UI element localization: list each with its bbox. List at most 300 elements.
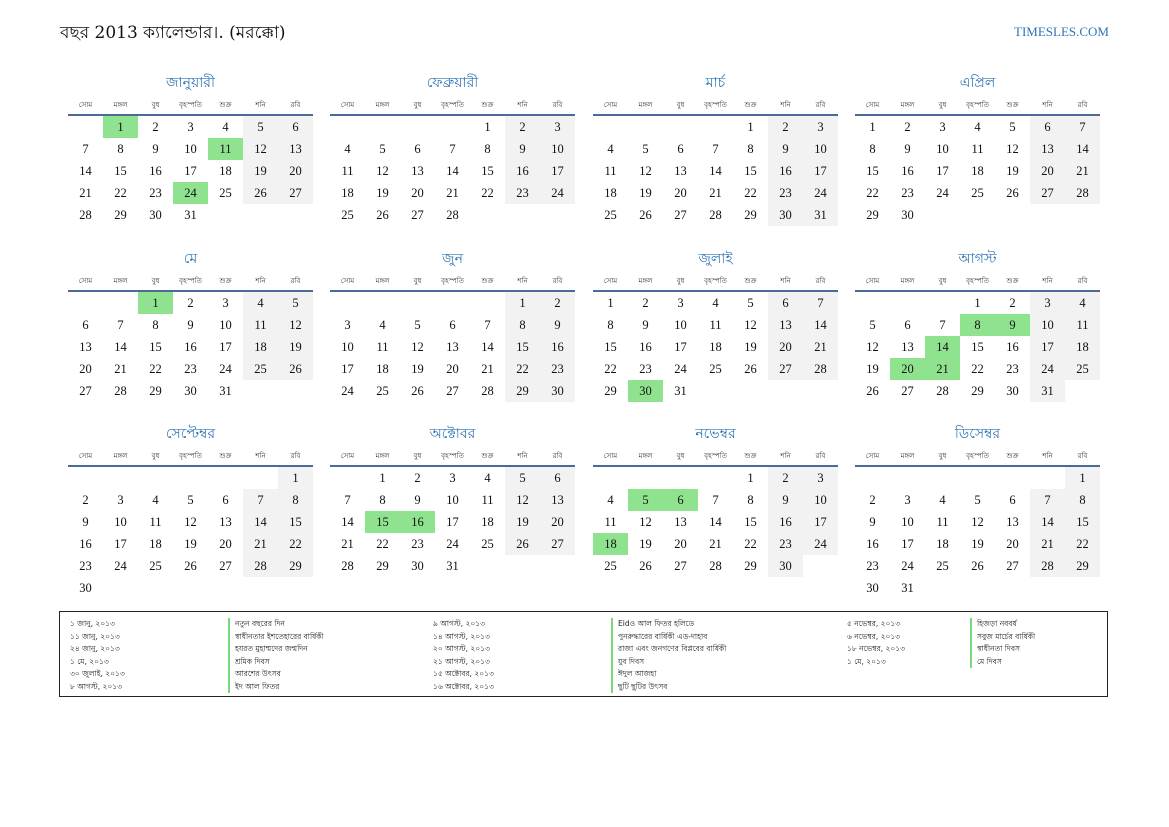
day-cell[interactable]: 3 xyxy=(803,116,838,138)
day-cell[interactable]: 8 xyxy=(505,314,540,336)
day-cell[interactable]: 21 xyxy=(114,362,127,376)
day-cell[interactable]: 17 xyxy=(446,515,459,529)
day-cell[interactable]: 18 xyxy=(936,537,949,551)
day-cell[interactable]: 5 xyxy=(187,493,194,507)
day-cell[interactable]: 7 xyxy=(243,489,278,511)
day-cell[interactable]: 15 xyxy=(744,164,757,178)
day-cell[interactable]: 6 xyxy=(278,116,313,138)
day-cell[interactable]: 28 xyxy=(803,358,838,380)
day-cell[interactable]: 10 xyxy=(936,142,949,156)
day-cell[interactable]: 9 xyxy=(414,493,421,507)
day-cell[interactable]: 16 xyxy=(901,164,914,178)
day-cell[interactable]: 4 xyxy=(484,471,491,485)
day-cell[interactable]: 19 xyxy=(505,511,540,533)
day-cell[interactable]: 29 xyxy=(866,208,879,222)
day-cell[interactable]: 14 xyxy=(1065,138,1100,160)
day-cell[interactable]: 10 xyxy=(446,493,459,507)
day-cell[interactable]: 13 xyxy=(79,340,92,354)
day-cell[interactable]: 24 xyxy=(674,362,687,376)
day-cell[interactable]: 13 xyxy=(1006,515,1019,529)
day-cell[interactable]: 30 xyxy=(184,384,197,398)
day-cell[interactable]: 19 xyxy=(1006,164,1019,178)
day-cell[interactable]: 5 xyxy=(642,142,649,156)
day-cell[interactable]: 11 xyxy=(149,515,162,529)
day-cell[interactable]: 19 xyxy=(639,537,652,551)
day-cell[interactable]: 7 xyxy=(449,142,456,156)
day-cell[interactable]: 14 xyxy=(481,340,494,354)
day-cell[interactable]: 21 xyxy=(79,186,92,200)
day-cell[interactable]: 29 xyxy=(149,384,162,398)
day-cell[interactable]: 18 xyxy=(481,515,494,529)
day-cell[interactable]: 5 xyxy=(869,318,876,332)
day-cell[interactable]: 25 xyxy=(971,186,984,200)
day-cell[interactable]: 31 xyxy=(446,559,459,573)
day-cell[interactable]: 26 xyxy=(639,208,652,222)
day-cell[interactable]: 8 xyxy=(278,489,313,511)
day-cell[interactable]: 12 xyxy=(505,489,540,511)
day-cell[interactable]: 8 xyxy=(869,142,876,156)
day-cell[interactable]: 11 xyxy=(936,515,949,529)
day-cell[interactable]: 5 xyxy=(505,467,540,489)
holiday-day-cell[interactable]: 16 xyxy=(400,511,435,533)
day-cell[interactable]: 22 xyxy=(114,186,127,200)
day-cell[interactable]: 10 xyxy=(901,515,914,529)
day-cell[interactable]: 25 xyxy=(149,559,162,573)
day-cell[interactable]: 5 xyxy=(278,292,313,314)
day-cell[interactable]: 1 xyxy=(869,120,876,134)
day-cell[interactable]: 4 xyxy=(344,142,351,156)
day-cell[interactable]: 13 xyxy=(446,340,459,354)
day-cell[interactable]: 7 xyxy=(82,142,89,156)
day-cell[interactable]: 28 xyxy=(114,384,127,398)
day-cell[interactable]: 3 xyxy=(344,318,351,332)
holiday-day-cell[interactable]: 9 xyxy=(995,314,1030,336)
day-cell[interactable]: 21 xyxy=(481,362,494,376)
day-cell[interactable]: 26 xyxy=(639,559,652,573)
day-cell[interactable]: 23 xyxy=(901,186,914,200)
day-cell[interactable]: 12 xyxy=(278,314,313,336)
day-cell[interactable]: 2 xyxy=(414,471,421,485)
day-cell[interactable]: 25 xyxy=(604,559,617,573)
day-cell[interactable]: 20 xyxy=(278,160,313,182)
day-cell[interactable]: 14 xyxy=(114,340,127,354)
day-cell[interactable]: 30 xyxy=(768,555,803,577)
day-cell[interactable]: 4 xyxy=(607,493,614,507)
day-cell[interactable]: 2 xyxy=(187,296,194,310)
day-cell[interactable]: 10 xyxy=(803,138,838,160)
day-cell[interactable]: 26 xyxy=(1006,186,1019,200)
day-cell[interactable]: 6 xyxy=(449,318,456,332)
holiday-day-cell[interactable]: 18 xyxy=(593,533,628,555)
day-cell[interactable]: 4 xyxy=(974,120,981,134)
day-cell[interactable]: 24 xyxy=(446,537,459,551)
day-cell[interactable]: 11 xyxy=(604,164,617,178)
day-cell[interactable]: 30 xyxy=(901,208,914,222)
day-cell[interactable]: 26 xyxy=(866,384,879,398)
day-cell[interactable]: 15 xyxy=(1065,511,1100,533)
day-cell[interactable]: 13 xyxy=(768,314,803,336)
day-cell[interactable]: 13 xyxy=(278,138,313,160)
day-cell[interactable]: 19 xyxy=(411,362,424,376)
day-cell[interactable]: 18 xyxy=(1065,336,1100,358)
day-cell[interactable]: 7 xyxy=(484,318,491,332)
day-cell[interactable]: 6 xyxy=(1009,493,1016,507)
day-cell[interactable]: 6 xyxy=(768,292,803,314)
day-cell[interactable]: 28 xyxy=(341,559,354,573)
day-cell[interactable]: 12 xyxy=(243,138,278,160)
day-cell[interactable]: 17 xyxy=(936,164,949,178)
day-cell[interactable]: 18 xyxy=(149,537,162,551)
day-cell[interactable]: 7 xyxy=(117,318,124,332)
day-cell[interactable]: 20 xyxy=(1030,160,1065,182)
day-cell[interactable]: 31 xyxy=(184,208,197,222)
day-cell[interactable]: 27 xyxy=(411,208,424,222)
day-cell[interactable]: 2 xyxy=(642,296,649,310)
day-cell[interactable]: 6 xyxy=(82,318,89,332)
day-cell[interactable]: 18 xyxy=(243,336,278,358)
day-cell[interactable]: 16 xyxy=(768,511,803,533)
day-cell[interactable]: 2 xyxy=(768,467,803,489)
day-cell[interactable]: 28 xyxy=(709,208,722,222)
day-cell[interactable]: 22 xyxy=(505,358,540,380)
day-cell[interactable]: 3 xyxy=(449,471,456,485)
day-cell[interactable]: 31 xyxy=(219,384,232,398)
day-cell[interactable]: 5 xyxy=(379,142,386,156)
day-cell[interactable]: 18 xyxy=(971,164,984,178)
day-cell[interactable]: 9 xyxy=(82,515,89,529)
day-cell[interactable]: 17 xyxy=(674,340,687,354)
day-cell[interactable]: 28 xyxy=(79,208,92,222)
day-cell[interactable]: 16 xyxy=(768,160,803,182)
day-cell[interactable]: 16 xyxy=(184,340,197,354)
day-cell[interactable]: 12 xyxy=(971,515,984,529)
day-cell[interactable]: 20 xyxy=(1006,537,1019,551)
day-cell[interactable]: 26 xyxy=(505,533,540,555)
day-cell[interactable]: 11 xyxy=(243,314,278,336)
day-cell[interactable]: 18 xyxy=(376,362,389,376)
day-cell[interactable]: 2 xyxy=(904,120,911,134)
day-cell[interactable]: 1 xyxy=(505,292,540,314)
day-cell[interactable]: 21 xyxy=(1030,533,1065,555)
day-cell[interactable]: 24 xyxy=(1030,358,1065,380)
day-cell[interactable]: 2 xyxy=(540,292,575,314)
day-cell[interactable]: 24 xyxy=(114,559,127,573)
day-cell[interactable]: 11 xyxy=(709,318,722,332)
day-cell[interactable]: 8 xyxy=(379,493,386,507)
day-cell[interactable]: 31 xyxy=(803,204,838,226)
day-cell[interactable]: 30 xyxy=(768,204,803,226)
day-cell[interactable]: 29 xyxy=(971,384,984,398)
day-cell[interactable]: 30 xyxy=(79,581,92,595)
day-cell[interactable]: 25 xyxy=(219,186,232,200)
day-cell[interactable]: 28 xyxy=(936,384,949,398)
day-cell[interactable]: 19 xyxy=(184,537,197,551)
day-cell[interactable]: 17 xyxy=(341,362,354,376)
day-cell[interactable]: 8 xyxy=(152,318,159,332)
day-cell[interactable]: 11 xyxy=(341,164,354,178)
day-cell[interactable]: 2 xyxy=(768,116,803,138)
day-cell[interactable]: 7 xyxy=(803,292,838,314)
day-cell[interactable]: 21 xyxy=(709,186,722,200)
day-cell[interactable]: 22 xyxy=(149,362,162,376)
day-cell[interactable]: 12 xyxy=(376,164,389,178)
holiday-day-cell[interactable]: 14 xyxy=(925,336,960,358)
day-cell[interactable]: 20 xyxy=(674,186,687,200)
holiday-day-cell[interactable]: 24 xyxy=(173,182,208,204)
day-cell[interactable]: 2 xyxy=(505,116,540,138)
day-cell[interactable]: 23 xyxy=(768,182,803,204)
day-cell[interactable]: 23 xyxy=(411,537,424,551)
day-cell[interactable]: 5 xyxy=(1009,120,1016,134)
day-cell[interactable]: 15 xyxy=(149,340,162,354)
day-cell[interactable]: 27 xyxy=(1006,559,1019,573)
day-cell[interactable]: 1 xyxy=(278,467,313,489)
day-cell[interactable]: 8 xyxy=(747,493,754,507)
day-cell[interactable]: 22 xyxy=(866,186,879,200)
day-cell[interactable]: 21 xyxy=(1065,160,1100,182)
holiday-day-cell[interactable]: 21 xyxy=(925,358,960,380)
day-cell[interactable]: 9 xyxy=(904,142,911,156)
day-cell[interactable]: 14 xyxy=(243,511,278,533)
day-cell[interactable]: 10 xyxy=(803,489,838,511)
day-cell[interactable]: 21 xyxy=(803,336,838,358)
day-cell[interactable]: 23 xyxy=(149,186,162,200)
day-cell[interactable]: 27 xyxy=(768,358,803,380)
day-cell[interactable]: 24 xyxy=(901,559,914,573)
day-cell[interactable]: 24 xyxy=(803,533,838,555)
day-cell[interactable]: 10 xyxy=(341,340,354,354)
day-cell[interactable]: 19 xyxy=(376,186,389,200)
day-cell[interactable]: 24 xyxy=(540,182,575,204)
day-cell[interactable]: 12 xyxy=(1006,142,1019,156)
day-cell[interactable]: 26 xyxy=(278,358,313,380)
day-cell[interactable]: 15 xyxy=(114,164,127,178)
day-cell[interactable]: 25 xyxy=(243,358,278,380)
day-cell[interactable]: 16 xyxy=(149,164,162,178)
day-cell[interactable]: 3 xyxy=(1030,292,1065,314)
day-cell[interactable]: 11 xyxy=(1065,314,1100,336)
day-cell[interactable]: 10 xyxy=(1030,314,1065,336)
day-cell[interactable]: 16 xyxy=(79,537,92,551)
day-cell[interactable]: 17 xyxy=(803,511,838,533)
day-cell[interactable]: 8 xyxy=(484,142,491,156)
day-cell[interactable]: 4 xyxy=(222,120,229,134)
day-cell[interactable]: 29 xyxy=(604,384,617,398)
day-cell[interactable]: 26 xyxy=(184,559,197,573)
day-cell[interactable]: 4 xyxy=(243,292,278,314)
day-cell[interactable]: 21 xyxy=(243,533,278,555)
day-cell[interactable]: 1 xyxy=(379,471,386,485)
day-cell[interactable]: 2 xyxy=(152,120,159,134)
day-cell[interactable]: 25 xyxy=(709,362,722,376)
day-cell[interactable]: 13 xyxy=(674,164,687,178)
day-cell[interactable]: 30 xyxy=(149,208,162,222)
day-cell[interactable]: 1 xyxy=(974,296,981,310)
day-cell[interactable]: 17 xyxy=(540,160,575,182)
day-cell[interactable]: 12 xyxy=(639,515,652,529)
day-cell[interactable]: 3 xyxy=(540,116,575,138)
day-cell[interactable]: 4 xyxy=(607,142,614,156)
day-cell[interactable]: 7 xyxy=(712,142,719,156)
day-cell[interactable]: 31 xyxy=(901,581,914,595)
day-cell[interactable]: 22 xyxy=(278,533,313,555)
day-cell[interactable]: 16 xyxy=(639,340,652,354)
day-cell[interactable]: 20 xyxy=(540,511,575,533)
day-cell[interactable]: 17 xyxy=(114,537,127,551)
day-cell[interactable]: 6 xyxy=(540,467,575,489)
day-cell[interactable]: 27 xyxy=(901,384,914,398)
day-cell[interactable]: 19 xyxy=(278,336,313,358)
day-cell[interactable]: 28 xyxy=(446,208,459,222)
day-cell[interactable]: 6 xyxy=(677,142,684,156)
holiday-day-cell[interactable]: 6 xyxy=(663,489,698,511)
day-cell[interactable]: 27 xyxy=(278,182,313,204)
day-cell[interactable]: 25 xyxy=(376,384,389,398)
day-cell[interactable]: 18 xyxy=(219,164,232,178)
day-cell[interactable]: 29 xyxy=(376,559,389,573)
day-cell[interactable]: 27 xyxy=(219,559,232,573)
day-cell[interactable]: 1 xyxy=(484,120,491,134)
day-cell[interactable]: 5 xyxy=(747,296,754,310)
day-cell[interactable]: 19 xyxy=(866,362,879,376)
day-cell[interactable]: 16 xyxy=(540,336,575,358)
day-cell[interactable]: 26 xyxy=(376,208,389,222)
day-cell[interactable]: 22 xyxy=(971,362,984,376)
day-cell[interactable]: 15 xyxy=(481,164,494,178)
day-cell[interactable]: 27 xyxy=(674,208,687,222)
day-cell[interactable]: 15 xyxy=(744,515,757,529)
day-cell[interactable]: 7 xyxy=(1065,116,1100,138)
day-cell[interactable]: 28 xyxy=(1030,555,1065,577)
day-cell[interactable]: 17 xyxy=(1030,336,1065,358)
day-cell[interactable]: 6 xyxy=(1030,116,1065,138)
day-cell[interactable]: 23 xyxy=(540,358,575,380)
day-cell[interactable]: 20 xyxy=(411,186,424,200)
day-cell[interactable]: 3 xyxy=(939,120,946,134)
day-cell[interactable]: 11 xyxy=(376,340,389,354)
day-cell[interactable]: 18 xyxy=(709,340,722,354)
day-cell[interactable]: 3 xyxy=(803,467,838,489)
day-cell[interactable]: 3 xyxy=(904,493,911,507)
holiday-day-cell[interactable]: 20 xyxy=(890,358,925,380)
day-cell[interactable]: 4 xyxy=(152,493,159,507)
day-cell[interactable]: 15 xyxy=(505,336,540,358)
day-cell[interactable]: 11 xyxy=(971,142,984,156)
day-cell[interactable]: 6 xyxy=(222,493,229,507)
day-cell[interactable]: 21 xyxy=(709,537,722,551)
day-cell[interactable]: 16 xyxy=(866,537,879,551)
day-cell[interactable]: 30 xyxy=(866,581,879,595)
day-cell[interactable]: 12 xyxy=(411,340,424,354)
day-cell[interactable]: 6 xyxy=(414,142,421,156)
day-cell[interactable]: 29 xyxy=(278,555,313,577)
day-cell[interactable]: 12 xyxy=(866,340,879,354)
day-cell[interactable]: 15 xyxy=(278,511,313,533)
holiday-day-cell[interactable]: 15 xyxy=(365,511,400,533)
day-cell[interactable]: 30 xyxy=(540,380,575,402)
day-cell[interactable]: 23 xyxy=(505,182,540,204)
day-cell[interactable]: 18 xyxy=(604,186,617,200)
day-cell[interactable]: 23 xyxy=(79,559,92,573)
day-cell[interactable]: 12 xyxy=(639,164,652,178)
day-cell[interactable]: 16 xyxy=(1006,340,1019,354)
day-cell[interactable]: 2 xyxy=(1009,296,1016,310)
day-cell[interactable]: 22 xyxy=(1065,533,1100,555)
day-cell[interactable]: 14 xyxy=(446,164,459,178)
holiday-day-cell[interactable]: 30 xyxy=(628,380,663,402)
day-cell[interactable]: 22 xyxy=(376,537,389,551)
day-cell[interactable]: 10 xyxy=(540,138,575,160)
day-cell[interactable]: 29 xyxy=(1065,555,1100,577)
day-cell[interactable]: 1 xyxy=(607,296,614,310)
day-cell[interactable]: 15 xyxy=(971,340,984,354)
day-cell[interactable]: 29 xyxy=(744,559,757,573)
day-cell[interactable]: 1 xyxy=(747,471,754,485)
day-cell[interactable]: 27 xyxy=(446,384,459,398)
day-cell[interactable]: 8 xyxy=(607,318,614,332)
day-cell[interactable]: 3 xyxy=(677,296,684,310)
day-cell[interactable]: 23 xyxy=(639,362,652,376)
day-cell[interactable]: 8 xyxy=(1065,489,1100,511)
day-cell[interactable]: 29 xyxy=(114,208,127,222)
day-cell[interactable]: 9 xyxy=(768,489,803,511)
day-cell[interactable]: 9 xyxy=(869,515,876,529)
day-cell[interactable]: 29 xyxy=(744,208,757,222)
day-cell[interactable]: 14 xyxy=(341,515,354,529)
day-cell[interactable]: 18 xyxy=(341,186,354,200)
day-cell[interactable]: 30 xyxy=(1006,384,1019,398)
day-cell[interactable]: 12 xyxy=(184,515,197,529)
day-cell[interactable]: 25 xyxy=(936,559,949,573)
day-cell[interactable]: 3 xyxy=(187,120,194,134)
day-cell[interactable]: 8 xyxy=(117,142,124,156)
day-cell[interactable]: 5 xyxy=(243,116,278,138)
holiday-day-cell[interactable]: 11 xyxy=(208,138,243,160)
day-cell[interactable]: 25 xyxy=(604,208,617,222)
day-cell[interactable]: 25 xyxy=(341,208,354,222)
day-cell[interactable]: 27 xyxy=(540,533,575,555)
day-cell[interactable]: 4 xyxy=(1065,292,1100,314)
day-cell[interactable]: 20 xyxy=(674,537,687,551)
day-cell[interactable]: 19 xyxy=(971,537,984,551)
day-cell[interactable]: 23 xyxy=(1006,362,1019,376)
day-cell[interactable]: 23 xyxy=(184,362,197,376)
day-cell[interactable]: 9 xyxy=(540,314,575,336)
day-cell[interactable]: 28 xyxy=(1065,182,1100,204)
day-cell[interactable]: 16 xyxy=(505,160,540,182)
day-cell[interactable]: 14 xyxy=(79,164,92,178)
day-cell[interactable]: 4 xyxy=(379,318,386,332)
day-cell[interactable]: 7 xyxy=(344,493,351,507)
day-cell[interactable]: 22 xyxy=(481,186,494,200)
day-cell[interactable]: 25 xyxy=(481,537,494,551)
holiday-day-cell[interactable]: 8 xyxy=(960,314,995,336)
day-cell[interactable]: 26 xyxy=(971,559,984,573)
day-cell[interactable]: 20 xyxy=(219,537,232,551)
day-cell[interactable]: 29 xyxy=(505,380,540,402)
day-cell[interactable]: 7 xyxy=(939,318,946,332)
day-cell[interactable]: 11 xyxy=(604,515,617,529)
day-cell[interactable]: 28 xyxy=(243,555,278,577)
day-cell[interactable]: 5 xyxy=(974,493,981,507)
day-cell[interactable]: 9 xyxy=(768,138,803,160)
day-cell[interactable]: 13 xyxy=(540,489,575,511)
day-cell[interactable]: 19 xyxy=(639,186,652,200)
day-cell[interactable]: 7 xyxy=(1030,489,1065,511)
day-cell[interactable]: 13 xyxy=(1030,138,1065,160)
day-cell[interactable]: 23 xyxy=(768,533,803,555)
day-cell[interactable]: 12 xyxy=(744,318,757,332)
